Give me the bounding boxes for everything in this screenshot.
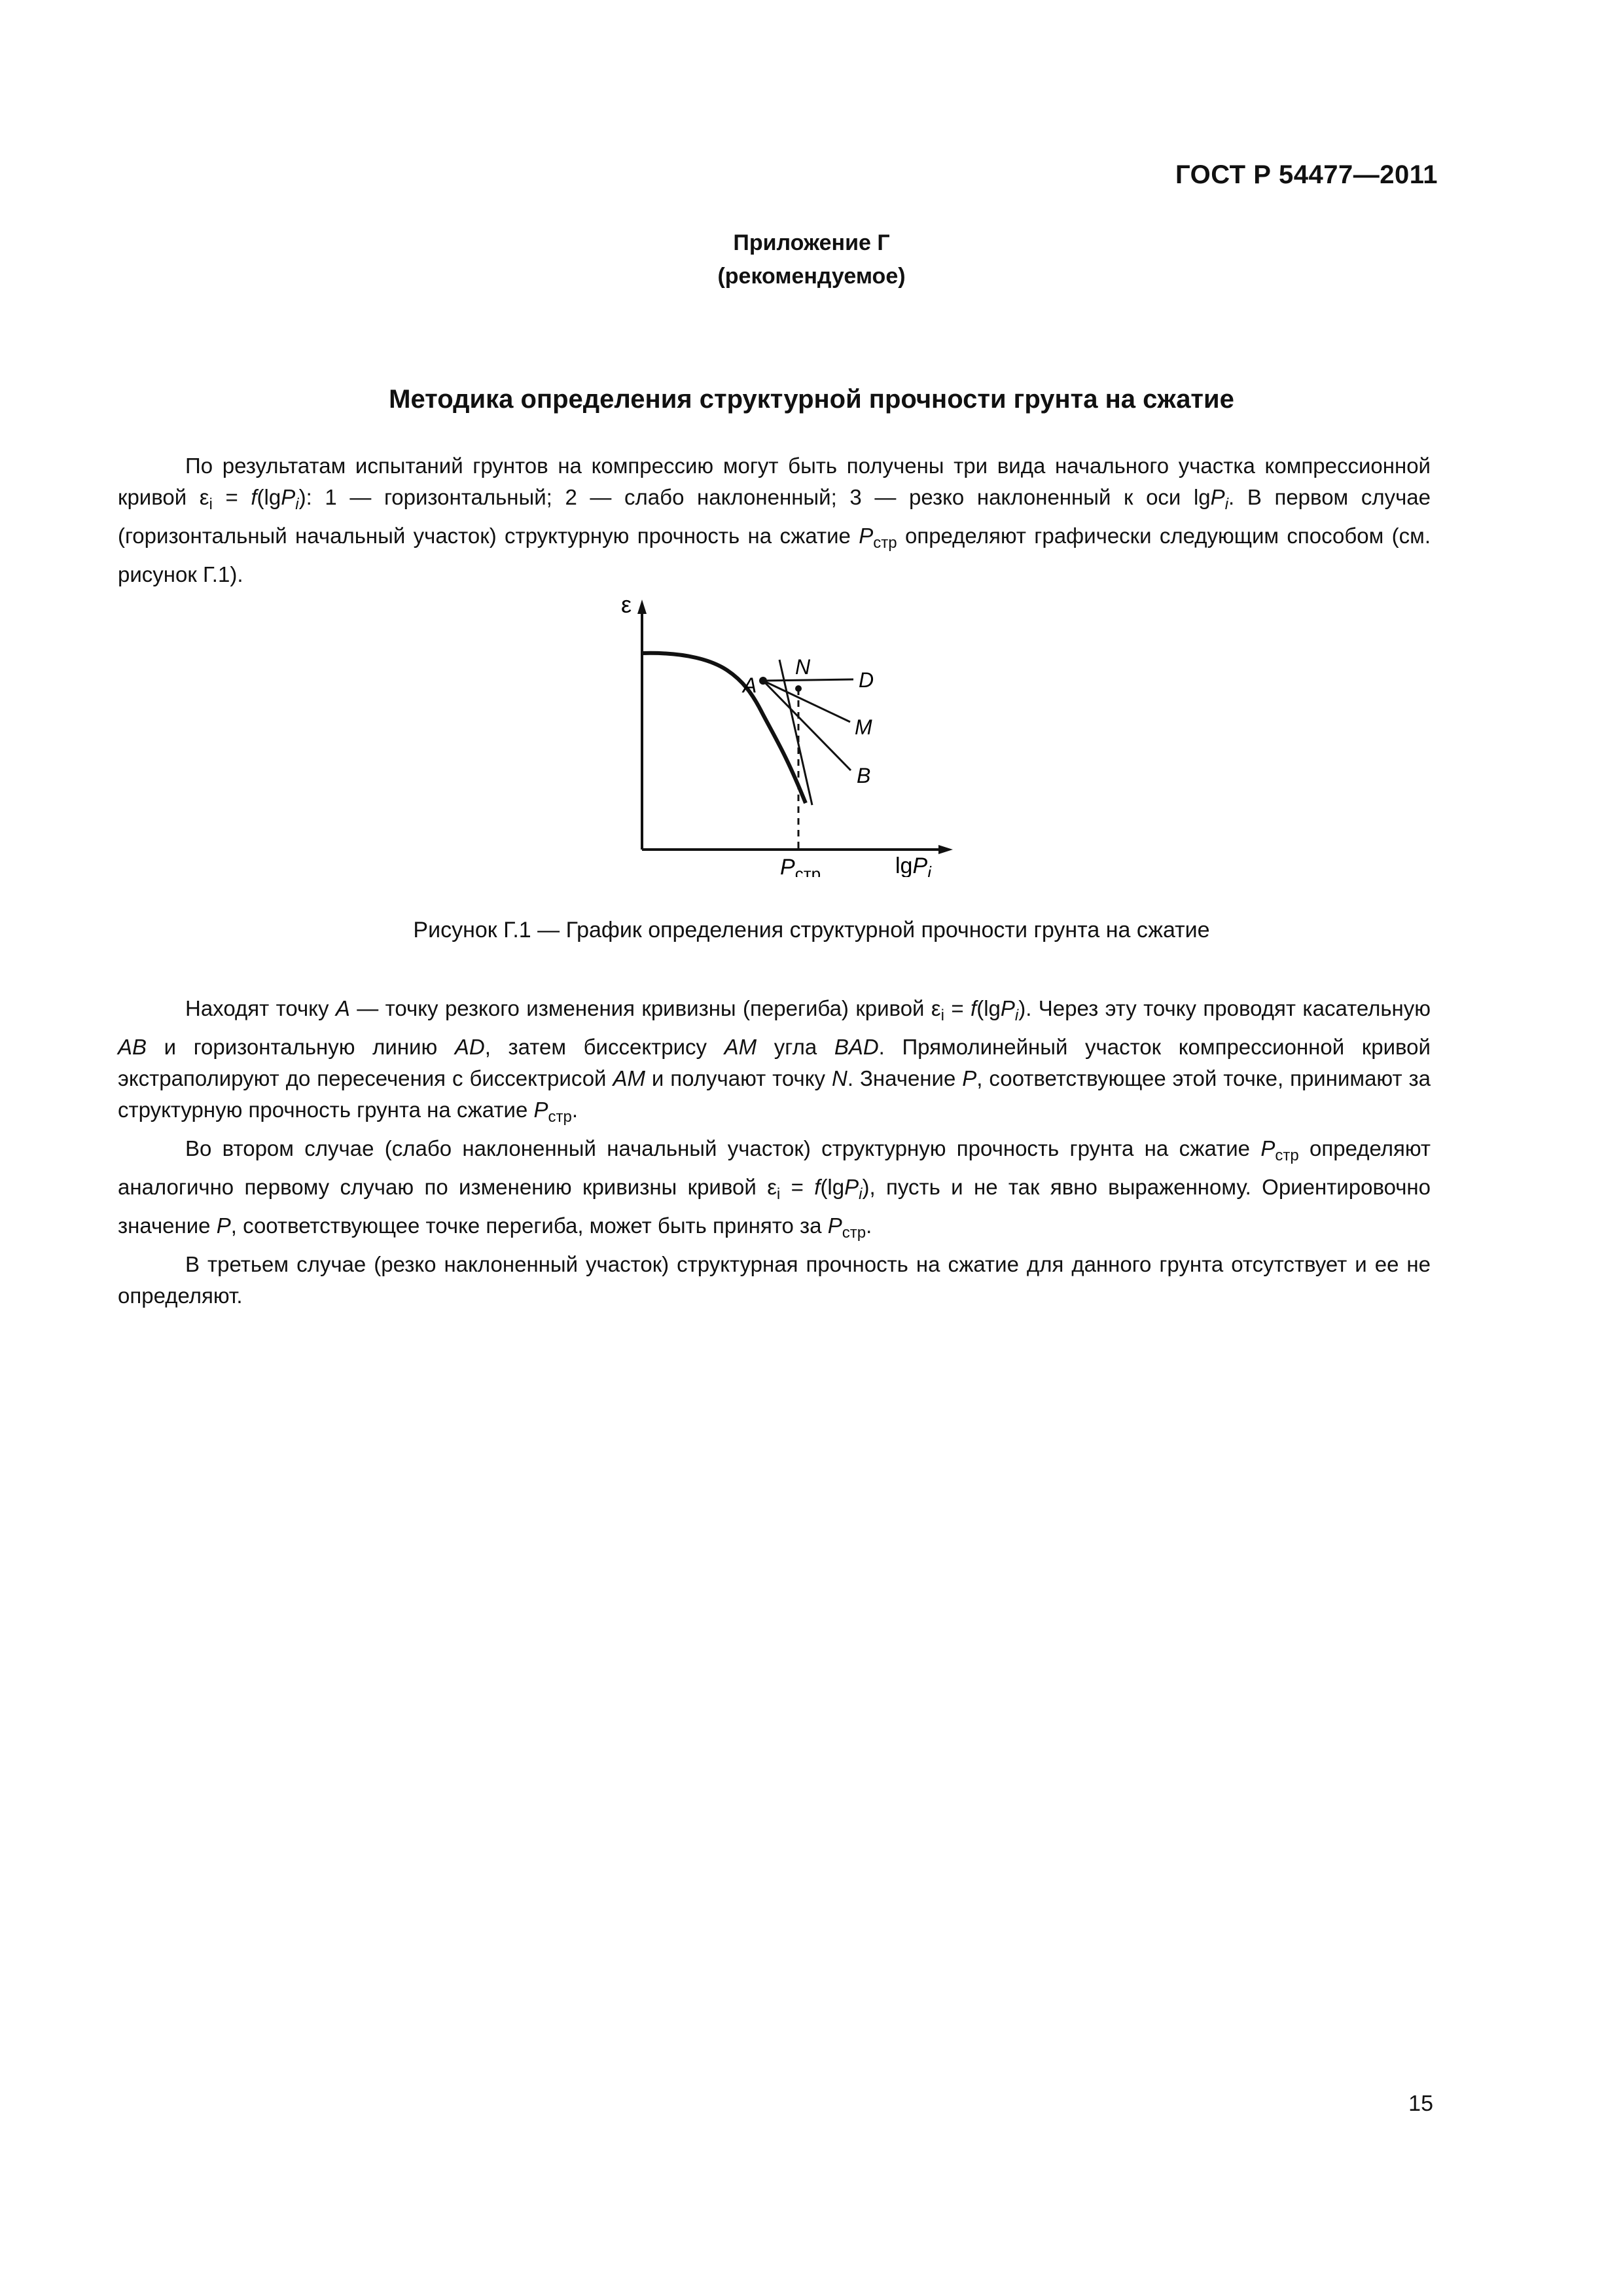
epsilon-axis-label: ε: [621, 591, 632, 618]
compression-curve: [642, 653, 806, 803]
section-title: Методика определения структурной прочности грунта на сжатие: [389, 385, 1234, 414]
method-text-3: В третьем случае (резко наклоненный участок) структурная прочность на сжатие для данного грунта отсутствует и ее не определяют.: [118, 1252, 1431, 1308]
label-lg-pi: lgP$_i$: [895, 853, 931, 877]
appendix-status: (рекомендуемое): [717, 264, 906, 289]
appendix-title: Приложение Г: [733, 230, 890, 255]
label-n: N: [795, 655, 811, 679]
intro-paragraph: [118, 450, 1431, 590]
figure-caption: Рисунок Г.1 — График определения структурной прочности грунта на сжатие: [413, 918, 1210, 942]
x-axis-arrow: [938, 845, 953, 854]
point-n: [795, 685, 802, 692]
figure-g1-graph: [589, 589, 955, 877]
standard-id: ГОСТ Р 54477—2011: [1175, 160, 1438, 189]
intro-text: По результатам испытаний грунтов на компрессию могут быть получены три вида начального участка компрессионной кривой $\varepsilon_i = f(\lg P_i)$: 1 — горизонтальный; 2 — слабо наклоненный; 3 — резко наклоненный к оси lgP$_i$. В первом случае (горизонтальный начальный участок) структурную прочность на сжатие $P_{стр}$ определяют графически следующим способом (см. рисунок Г.1).: [118, 454, 1431, 586]
label-d: D: [859, 668, 874, 692]
method-text-1: Находят точку A — точку резкого изменения кривизны (перегиба) кривой $\varepsilon_i = f(\lg P_i)$. Через эту точку проводят касательную AB и горизонтальную линию AD, затем биссектрису AM угла BAD. Прямолинейный участок компрессионной кривой экстраполируют до пересечения с биссектрисой AM и получают точку N. Значение P, соответствующее этой точке, принимают за структурную прочность грунта на сжатие $P_{стр}$.: [118, 996, 1431, 1126]
label-a: A: [743, 673, 757, 697]
graph-svg: [589, 589, 955, 877]
label-p-str: $P_{стр}$: [780, 855, 821, 877]
label-b: B: [857, 764, 871, 787]
method-text-2: Во втором случае (слабо наклоненный начальный участок) структурную прочность грунта на сжатие $P_{стр}$ определяют аналогично первому случаю по изменению кривизны кривой $\varepsilon_i = f(\lg P_i)$, пусть и не так явно выраженному. Ориентировочно значение P, соответствующее точке перегиба, может быть принято за $P_{стр}$.: [118, 1136, 1431, 1242]
point-a: [759, 677, 767, 685]
line-ab: [763, 681, 851, 770]
line-ad: [763, 679, 853, 681]
y-axis-arrow: [637, 600, 647, 614]
method-paragraphs: [118, 993, 1431, 1312]
line-am: [763, 681, 850, 722]
label-m: M: [855, 715, 872, 739]
page-number: 15: [1408, 2091, 1433, 2116]
